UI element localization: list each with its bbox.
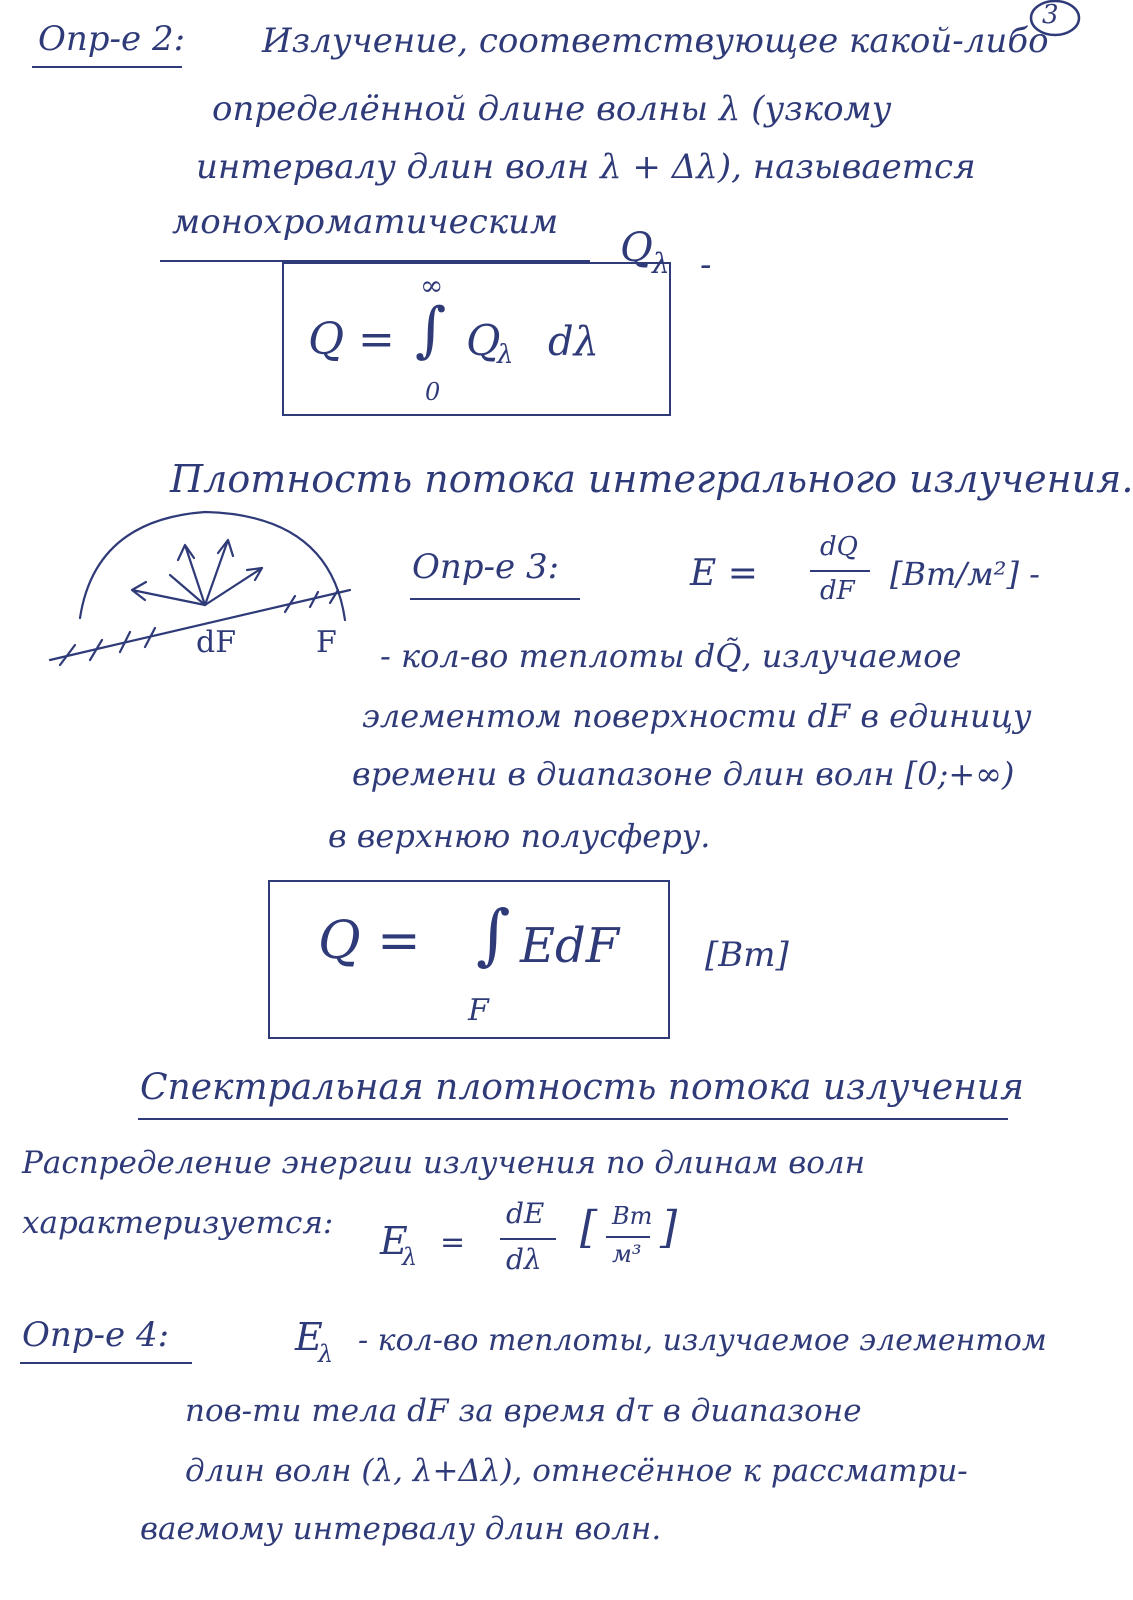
sketch-label-dF: dF	[196, 625, 237, 660]
def4-line2: пов-ти тела dF за время dτ в диапазоне	[185, 1393, 862, 1429]
section2-unit-num: Вт	[612, 1202, 653, 1230]
def3-fraction-bar	[810, 570, 870, 572]
section2-unit-bar	[606, 1236, 650, 1238]
def3-unit: [Вт/м²] -	[890, 555, 1040, 593]
def3-formula-den: dF	[820, 576, 855, 606]
ray-1	[178, 545, 205, 605]
section2-heading-underline	[138, 1118, 1008, 1120]
page-number: 3	[1042, 0, 1059, 30]
def3-formula-lhs: E =	[690, 553, 758, 594]
def2-formula-integral: ∫	[415, 295, 447, 365]
def2-formula-lhs: Q =	[308, 314, 395, 365]
section1-heading: Плотность потока интегрального излучения.	[170, 457, 1133, 501]
def3-label-underline	[410, 598, 580, 600]
def2-line2: определённой длине волны λ (узкому	[212, 89, 892, 129]
def2-formula-integrand-sub: λ	[497, 340, 514, 370]
def2-formula-diff: dλ	[548, 319, 599, 365]
def2-line3: интервалу длин волн λ + Δλ), называется	[196, 147, 976, 187]
def3-box-unit: [Вт]	[705, 935, 789, 975]
def4-line3: длин волн (λ, λ+Δλ), отнесённое к рассматри-	[185, 1453, 968, 1489]
def4-label: Опр-е 4:	[22, 1315, 170, 1355]
def3-line4: в верхнюю полусферу.	[328, 817, 711, 855]
def4-label-underline	[20, 1362, 192, 1364]
def4-line4: ваемому интервалу длин волн.	[140, 1511, 662, 1547]
def4-symbol-sub: λ	[318, 1340, 334, 1368]
def2-symbol: Q	[620, 225, 653, 271]
ray-3	[205, 568, 262, 605]
def3-box-integral: ∫	[476, 896, 511, 973]
section2-heading: Спектральная плотность потока излучения	[140, 1067, 1024, 1108]
section2-formula-lhs-sub: λ	[402, 1243, 418, 1271]
section2-line2: характеризуется:	[22, 1205, 334, 1241]
section2-formula-lhs: E	[380, 1219, 408, 1263]
def3-line2: элементом поверхности dF в единицу	[362, 697, 1032, 735]
def2-formula-lower: 0	[425, 378, 441, 406]
ray-4	[132, 582, 205, 605]
def3-line3: времени в диапазоне длин волн [0;+∞)	[352, 755, 1015, 793]
def3-box-lower: F	[468, 993, 489, 1028]
def3-label: Опр-е 3:	[412, 547, 560, 587]
section2-unit-close: ]	[660, 1202, 678, 1253]
hemisphere-arc	[80, 512, 345, 620]
section2-line1: Распределение энергии излучения по длинам волн	[22, 1145, 866, 1181]
section2-fraction-bar	[500, 1238, 556, 1240]
def3-line1: - кол-во теплоты dQ̃, излучаемое	[380, 637, 962, 675]
def2-term: монохроматическим	[172, 202, 559, 242]
hatch-7	[330, 590, 338, 603]
def4-line1: - кол-во теплоты, излучаемое элементом	[358, 1323, 1047, 1358]
def3-box-integrand: EdF	[520, 918, 620, 974]
def2-formula-integrand: Q	[466, 316, 501, 365]
section2-formula-den: dλ	[506, 1243, 542, 1276]
def2-symbol-sub: λ	[652, 247, 670, 280]
def2-label-underline	[32, 66, 182, 68]
def3-box-lhs: Q =	[318, 911, 421, 971]
def2-symbol-tail: -	[700, 245, 712, 285]
sketch-label-F: F	[316, 625, 337, 660]
section2-formula-eq: =	[440, 1225, 466, 1260]
def4-symbol: E	[295, 1315, 323, 1359]
def2-label: Опр-е 2:	[38, 19, 186, 59]
section2-formula-num: dE	[506, 1197, 545, 1230]
def2-formula-upper: ∞	[420, 269, 444, 302]
section2-unit-den: м³	[612, 1240, 642, 1268]
section2-unit-open: [	[580, 1202, 598, 1253]
def3-formula-num: dQ	[820, 532, 858, 562]
def2-line1: Излучение, соответствующее какой-либо	[262, 21, 1049, 61]
